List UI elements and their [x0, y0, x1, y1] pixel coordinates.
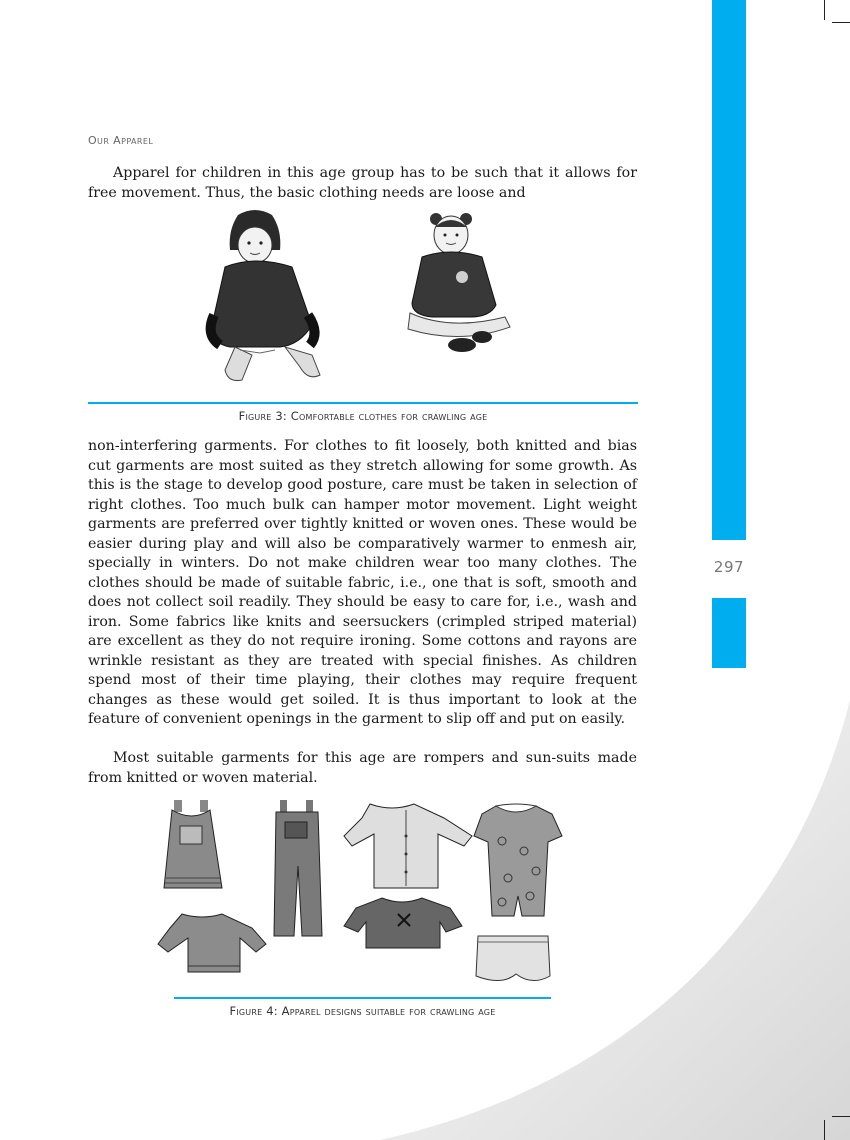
figure-3-divider: [88, 402, 638, 404]
printed-romper-drawing: [474, 804, 562, 916]
crop-mark-bottom-right: [824, 1120, 825, 1140]
sleeveless-dress-drawing: [164, 800, 222, 888]
page-number: 297: [713, 558, 745, 576]
short-sleeve-shirt-drawing: [344, 898, 462, 948]
body-paragraph: Apparel for children in this age group has to be such that it allows for free movement. Thus, the basic clothing needs are loose and: [88, 165, 637, 201]
sidebar-accent-bar-bottom: [712, 598, 746, 668]
child-in-hooded-jacket: [211, 210, 320, 381]
running-header: Our Apparel: [88, 134, 154, 147]
crop-mark-top-right: [832, 22, 850, 23]
long-sleeve-jacket-drawing: [344, 804, 472, 888]
bloomers-drawing: [476, 936, 550, 981]
figure-4-illustration: [152, 796, 572, 988]
child-sitting-cross-legged: [408, 213, 510, 352]
figure-3-caption: Figure 3: Comfortable clothes for crawling age: [238, 409, 488, 423]
sidebar-accent-bar-top: [712, 0, 746, 540]
crop-mark-bottom-right: [832, 1116, 850, 1117]
figure-4-divider: [174, 997, 551, 999]
knitted-sweater-drawing: [158, 914, 266, 972]
dungaree-romper-drawing: [274, 800, 322, 936]
body-paragraph: non-interfering garments. For clothes to fit loosely, both knitted and bias cut garments are most suited as they stretch allowing for some growth. As this is the stage to develop good posture, care must be taken in selection of right clothes. Too much bulk can hamper motor movement. Light weight garments are preferred over tightly knitted or woven ones. These would be easier during play and will also be comparatively warmer to enmesh air, specially in winters. Do not make children wear too many clothes. The clothes should be made of suitable fabric, i.e., one that is soft, smooth and does not collect soil readily. They should be easy to care for, i.e., wash and iron. Some fabrics like knits and seersuckers (crimpled striped material) are excellent as they do not require ironing. Some cottons and rayons are wrinkle resistant as they are treated with special finishes. As children spend most of their time playing, their clothes may require frequent changes as these would get soiled. It is thus important to look at the feature of convenient openings in the garment to slip off and put on easily.: [88, 438, 637, 727]
crop-mark-top-right: [824, 0, 825, 20]
body-paragraph: Most suitable garments for this age are rompers and sun-suits made from knitted or woven material.: [88, 750, 637, 786]
figure-3-illustration: [200, 205, 530, 390]
figure-4-caption: Figure 4: Apparel designs suitable for crawling age: [229, 1004, 496, 1018]
